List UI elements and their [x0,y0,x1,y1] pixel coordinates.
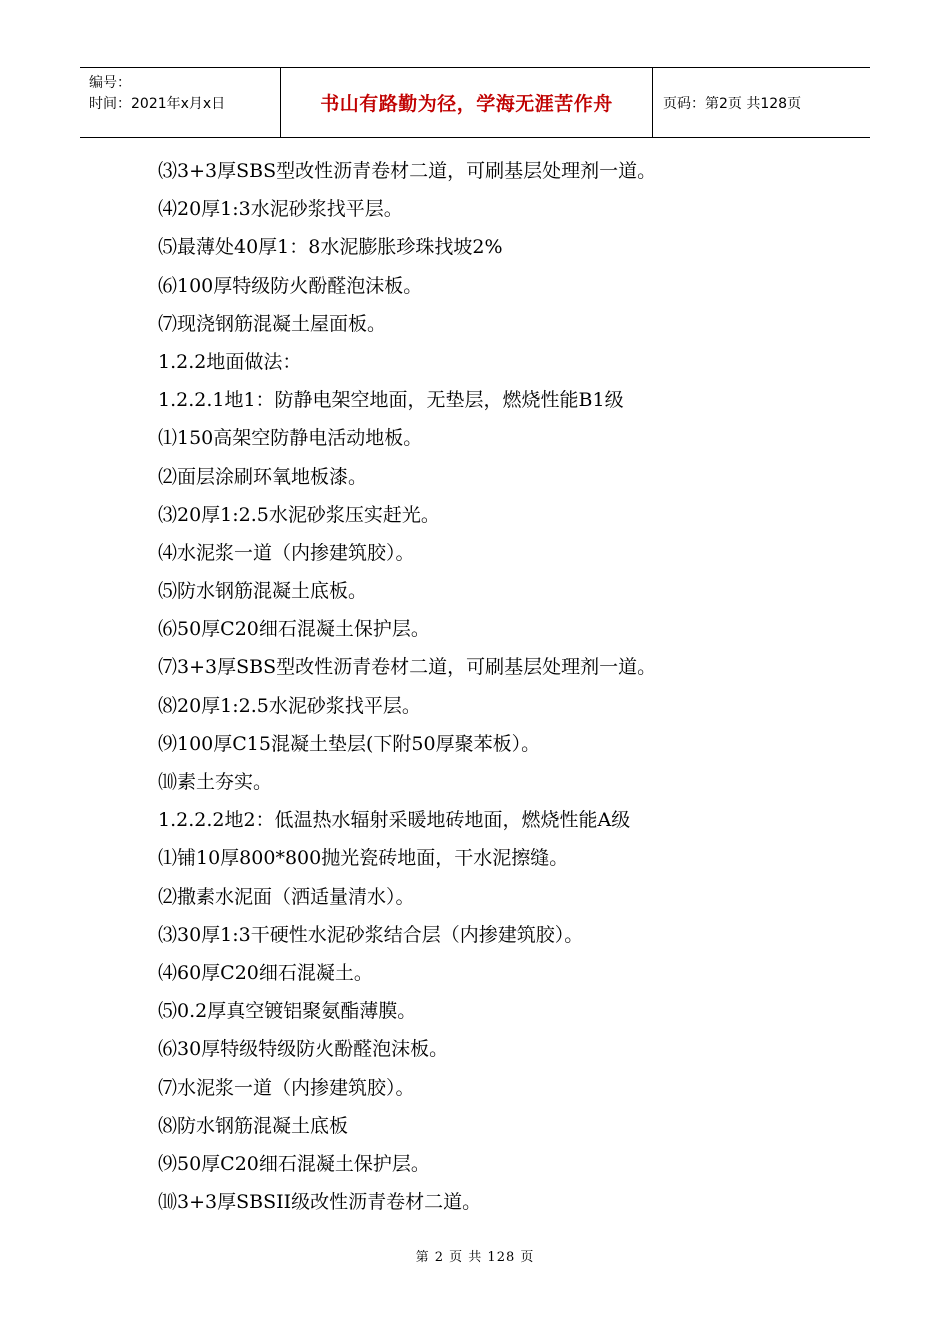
header-page-info: 页码：第2页 共128页 [663,95,802,112]
page-footer [0,1246,950,1265]
subsection-heading: 1.2.2.2地2：低温热水辐射采暖地砖地面，燃烧性能A级 [158,809,631,832]
document-time-label: 时间：2021年x月x日 [89,96,226,112]
body-line: ⑺现浇钢筋混凝土屋面板。 [158,312,387,335]
body-line: ⑶20厚1:2.5水泥砂浆压实赶光。 [158,503,440,526]
document-number-label: 编号： [89,75,131,91]
body-line: ⑼50厚C20细石混凝土保护层。 [158,1152,430,1175]
header-page-cell [653,68,870,137]
section-heading: 1.2.2地面做法： [158,350,302,373]
body-line: ⑷水泥浆一道（内掺建筑胶）。 [158,541,415,564]
body-line: ⑵撒素水泥面（洒适量清水）。 [158,885,415,908]
footer-page-number: 第 2 页 共 128 页 [415,1250,535,1265]
body-line: ⑸最薄处40厚1：8水泥膨胀珍珠找坡2% [158,236,503,259]
body-line: ⑽3+3厚SBSII级改性沥青卷材二道。 [158,1191,482,1214]
body-line: ⑶3+3厚SBS型改性沥青卷材二道，可刷基层处理剂一道。 [158,160,657,182]
document-body [158,152,858,1221]
header-meta [80,68,281,137]
body-line: ⑽素土夯实。 [158,771,273,793]
body-line: ⑹50厚C20细石混凝土保护层。 [158,618,430,641]
body-line: ⑹100厚特级防火酚醛泡沫板。 [158,274,423,297]
subsection-heading: 1.2.2.1地1：防静电架空地面，无垫层，燃烧性能B1级 [158,389,624,412]
page-header [80,67,870,138]
header-motto: 书山有路勤为径，学海无涯苦作舟 [320,93,613,115]
body-line: ⑻20厚1:2.5水泥砂浆找平层。 [158,694,421,717]
body-line: ⑶30厚1:3干硬性水泥砂浆结合层（内掺建筑胶）。 [158,923,584,946]
body-line: ⑴铺10厚800*800抛光瓷砖地面，干水泥擦缝。 [158,847,569,870]
body-line: ⑷20厚1:3水泥砂浆找平层。 [158,198,403,221]
body-line: ⑷60厚C20细石混凝土。 [158,961,373,984]
body-line: ⑵面层涂刷环氧地板漆。 [158,465,368,488]
body-line: ⑸防水钢筋混凝土底板。 [158,580,368,603]
body-line: ⑴150高架空防静电活动地板。 [158,427,423,450]
body-line: ⑻防水钢筋混凝土底板 [158,1114,349,1137]
body-line: ⑸0.2厚真空镀铝聚氨酯薄膜。 [158,1000,417,1023]
header-motto-cell [281,68,653,137]
body-line: ⑺3+3厚SBS型改性沥青卷材二道，可刷基层处理剂一道。 [158,656,657,679]
body-line: ⑺水泥浆一道（内掺建筑胶）。 [158,1076,415,1099]
body-line: ⑹30厚特级特级防火酚醛泡沫板。 [158,1038,449,1061]
body-line: ⑼100厚C15混凝土垫层(下附50厚聚苯板）。 [158,732,541,755]
